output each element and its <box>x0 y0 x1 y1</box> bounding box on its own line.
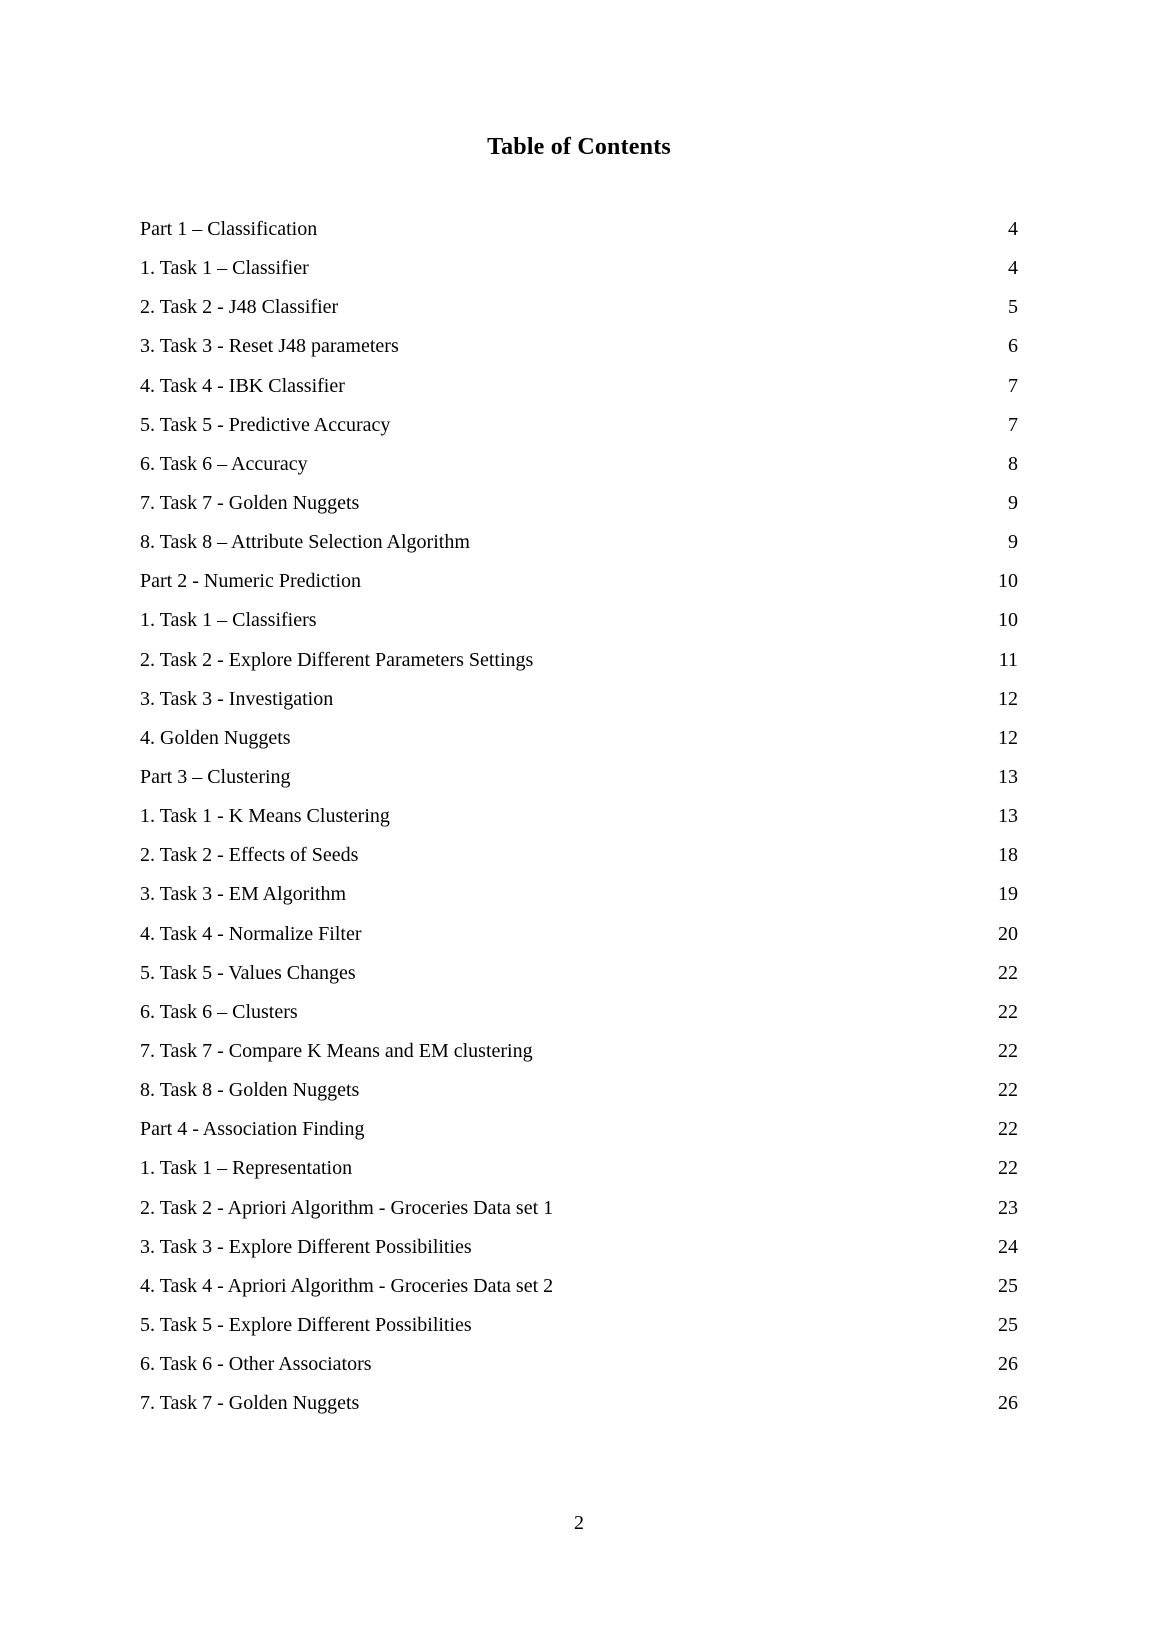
toc-entry-page: 13 <box>998 805 1018 828</box>
toc-entry-page: 22 <box>998 1118 1018 1141</box>
toc-row <box>140 445 1018 484</box>
toc-entry-label: Part 2 - Numeric Prediction <box>140 570 362 593</box>
toc-entry-label: 2. Task 2 - Apriori Algorithm - Groceries Data set 1 <box>140 1196 554 1219</box>
toc-entry-page: 22 <box>998 1000 1018 1023</box>
toc-row <box>140 641 1018 680</box>
toc-entry-page: 9 <box>1008 491 1018 514</box>
toc-entry-label: 8. Task 8 - Golden Nuggets <box>140 1079 360 1102</box>
toc-entry-page: 11 <box>998 648 1018 671</box>
toc-entry-page: 6 <box>1008 335 1018 358</box>
toc-entry-label: 4. Golden Nuggets <box>140 726 291 749</box>
toc-entry-page: 20 <box>998 922 1018 945</box>
toc-entry-page: 25 <box>998 1313 1018 1336</box>
toc-entry-page: 10 <box>998 609 1018 632</box>
toc-row <box>140 993 1018 1032</box>
toc-row <box>140 367 1018 406</box>
toc-entry-page: 4 <box>1008 218 1018 240</box>
toc-row <box>140 562 1018 601</box>
page-title: Table of Contents <box>487 134 671 160</box>
toc-entry-label: 2. Task 2 - J48 Classifier <box>140 296 339 319</box>
toc-entry-label: 7. Task 7 - Compare K Means and EM clustering <box>140 1039 533 1062</box>
toc-row <box>140 601 1018 640</box>
toc-row <box>140 719 1018 758</box>
toc-entry-label: 2. Task 2 - Explore Different Parameters Settings <box>140 648 534 671</box>
toc-entry-page: 22 <box>998 1039 1018 1062</box>
toc-row <box>140 288 1018 327</box>
toc-entry-label: 7. Task 7 - Golden Nuggets <box>140 491 360 514</box>
toc-row <box>140 915 1018 954</box>
toc-entry-label: 1. Task 1 – Classifier <box>140 257 309 280</box>
toc-row <box>140 680 1018 719</box>
toc-entry-label: 3. Task 3 - Reset J48 parameters <box>140 335 399 358</box>
toc-entry-label: 4. Task 4 - Apriori Algorithm - Groceries Data set 2 <box>140 1274 554 1297</box>
toc-row <box>140 523 1018 562</box>
toc-entry-label: 8. Task 8 – Attribute Selection Algorithm <box>140 531 470 554</box>
toc-row <box>140 797 1018 836</box>
toc-entry-label: 3. Task 3 - Explore Different Possibilities <box>140 1235 472 1258</box>
toc-row <box>140 758 1018 797</box>
toc-entry-page: 18 <box>998 844 1018 867</box>
toc-row <box>140 1384 1018 1423</box>
toc-entry-label: 6. Task 6 – Accuracy <box>140 452 308 475</box>
toc-row <box>140 1345 1018 1384</box>
toc-entry-page: 22 <box>998 1157 1018 1180</box>
toc-entry-page: 25 <box>998 1274 1018 1297</box>
toc-entry-page: 23 <box>998 1196 1018 1219</box>
toc-row <box>140 1306 1018 1345</box>
toc-entry-page: 19 <box>998 883 1018 906</box>
toc-entry-label: Part 1 – Classification <box>140 218 318 240</box>
toc-entry-label: 4. Task 4 - IBK Classifier <box>140 374 345 397</box>
toc-row <box>140 249 1018 288</box>
toc-entry-page: 26 <box>998 1353 1018 1376</box>
toc-entry-label: 5. Task 5 - Explore Different Possibilities <box>140 1313 472 1336</box>
toc-entry-label: 4. Task 4 - Normalize Filter <box>140 922 362 945</box>
toc-entry-page: 10 <box>998 570 1018 593</box>
toc-entry-label: 5. Task 5 - Values Changes <box>140 961 356 984</box>
toc-entry-label: 6. Task 6 - Other Associators <box>140 1353 372 1376</box>
toc-entry-page: 26 <box>998 1392 1018 1415</box>
toc-entry-page: 7 <box>1008 374 1018 397</box>
toc-entry-label: 2. Task 2 - Effects of Seeds <box>140 844 359 867</box>
toc-row <box>140 1071 1018 1110</box>
toc-row <box>140 954 1018 993</box>
toc-entry-label: 3. Task 3 - Investigation <box>140 687 334 710</box>
toc-row <box>140 836 1018 875</box>
toc-entry-page: 12 <box>998 687 1018 710</box>
toc-entry-page: 9 <box>1008 531 1018 554</box>
toc-entry-page: 22 <box>998 961 1018 984</box>
toc-list <box>140 210 1018 1423</box>
toc-entry-label: 1. Task 1 – Representation <box>140 1157 353 1180</box>
toc-entry-page: 5 <box>1008 296 1018 319</box>
toc-row <box>140 1110 1018 1149</box>
toc-row <box>140 1189 1018 1228</box>
toc-row <box>140 875 1018 914</box>
toc-entry-page: 22 <box>998 1079 1018 1102</box>
toc-entry-label: 1. Task 1 – Classifiers <box>140 609 317 632</box>
toc-entry-label: 3. Task 3 - EM Algorithm <box>140 883 347 906</box>
toc-entry-page: 8 <box>1008 452 1018 475</box>
toc-entry-label: 6. Task 6 – Clusters <box>140 1000 298 1023</box>
toc-entry-page: 24 <box>998 1235 1018 1258</box>
toc-entry-page: 13 <box>998 765 1018 788</box>
toc-row <box>140 1228 1018 1267</box>
toc-row <box>140 406 1018 445</box>
toc-entry-page: 7 <box>1008 413 1018 436</box>
toc-entry-page: 12 <box>998 726 1018 749</box>
toc-entry-label: Part 4 - Association Finding <box>140 1118 365 1141</box>
page-number-footer: 2 <box>574 1512 584 1534</box>
toc-entry-label: Part 3 – Clustering <box>140 765 291 788</box>
toc-entry-label: 7. Task 7 - Golden Nuggets <box>140 1392 360 1415</box>
toc-row <box>140 1032 1018 1071</box>
toc-entry-label: 1. Task 1 - K Means Clustering <box>140 805 390 828</box>
toc-row <box>140 327 1018 366</box>
toc-row <box>140 1149 1018 1188</box>
toc-row <box>140 210 1018 249</box>
toc-entry-label: 5. Task 5 - Predictive Accuracy <box>140 413 391 436</box>
toc-row <box>140 1267 1018 1306</box>
toc-row <box>140 484 1018 523</box>
toc-entry-page: 4 <box>1008 257 1018 280</box>
